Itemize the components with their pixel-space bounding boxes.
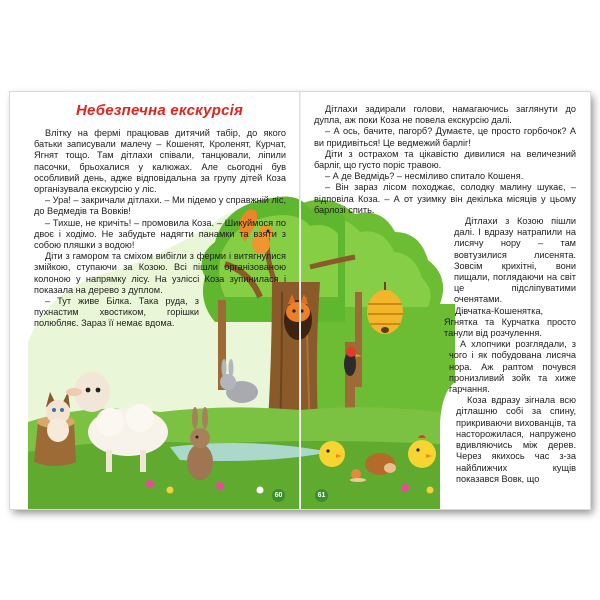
page-number-left: 60 bbox=[272, 489, 285, 502]
page-title: Небезпечна екскурсія bbox=[76, 102, 244, 119]
book-spread bbox=[10, 92, 590, 509]
paragraph: Дітлахи з Козою пішли далі. І вдразу натрапили на лисячу нору – там вовтузилися лисенята. Зовсім крихітні, вони пищали, поглядаючи на світ це підсліпуватими оченятами. bbox=[454, 216, 576, 305]
paragraph: А хлопчики розглядали, з чого і як побудована лисяча нора. Аж раптом почувся пронизливий зойк та хиже гарчання. bbox=[449, 339, 576, 395]
page-number-right: 61 bbox=[315, 489, 328, 502]
paragraph: – А де Ведмідь? – несміливо спитало Кошеня. bbox=[325, 171, 524, 182]
paragraph: Діти з гамором та сміхом вибігли з ферми і витягнулися змійкою, ступаючи за Козою. Всі пішли організованою колоною у напрямку лісу. На узліссі Коза зупинилася і показала на дерево з дуплом. bbox=[34, 251, 286, 295]
paragraph: Діти з острахом та цікавістю дивилися на величезний барліг, що густо поріс травою. bbox=[314, 148, 576, 171]
paragraph: Дітлахи задирали голови, намагаючись заглянути до дупла, аж поки Коза не повела екскурсію далі. bbox=[314, 104, 576, 126]
paragraph: Дівчатка-Кошенятка, Ягнятка та Курчатка просто танули від розчулення. bbox=[444, 305, 576, 339]
paragraph: – Тихше, не кричіть! – промовила Коза. – Шикуймося по двоє і ходімо. Не забудьте надягти панамки та взяти з собою пляшки з водою! bbox=[34, 217, 286, 251]
paragraph: – Ура! – закричали дітлахи. – Ми підемо у справжній ліс, до Ведмедів та Вовків! bbox=[34, 195, 286, 217]
left-page-text bbox=[34, 128, 286, 330]
paragraph: Коза вдразу зігнала всю дітлашню собі за спину, прикриваючи вихованців, та насторожилася, напружено вдивляючись між дерев. Через якихось час з-за найближчих кущів показався Вовк, що bbox=[456, 395, 576, 484]
paragraph: – Він зараз лісом походжає, солодку малину шукає, – відповіла Коза. – А от узимку він декілька місяців у цьому барлозі спить. bbox=[314, 182, 576, 215]
paragraph: Влітку на фермі працював дитячий табір, до якого батьки записували малечу – Кошенят, Кроленят, Курчат, Ягнят тощо. Там дітлахи співали, танцювали, ліпили пасочки, брьохалися у калюжах. Але сьогодні був особливий день, адже відповідальна за групу дітей Коза організувала екскурсію у ліс. bbox=[34, 128, 286, 195]
book-spine bbox=[299, 92, 301, 509]
right-page-text bbox=[314, 104, 576, 485]
paragraph: – А ось, бачите, пагорб? Думаєте, це просто горбочок? А ви придивіться! Це ведмежий барліг! bbox=[314, 126, 576, 148]
paragraph: – Тут живе Білка. Така руда, з пухнастим хвостиком, горішки полюбляє. Зараз її немає вдома. bbox=[34, 296, 199, 329]
